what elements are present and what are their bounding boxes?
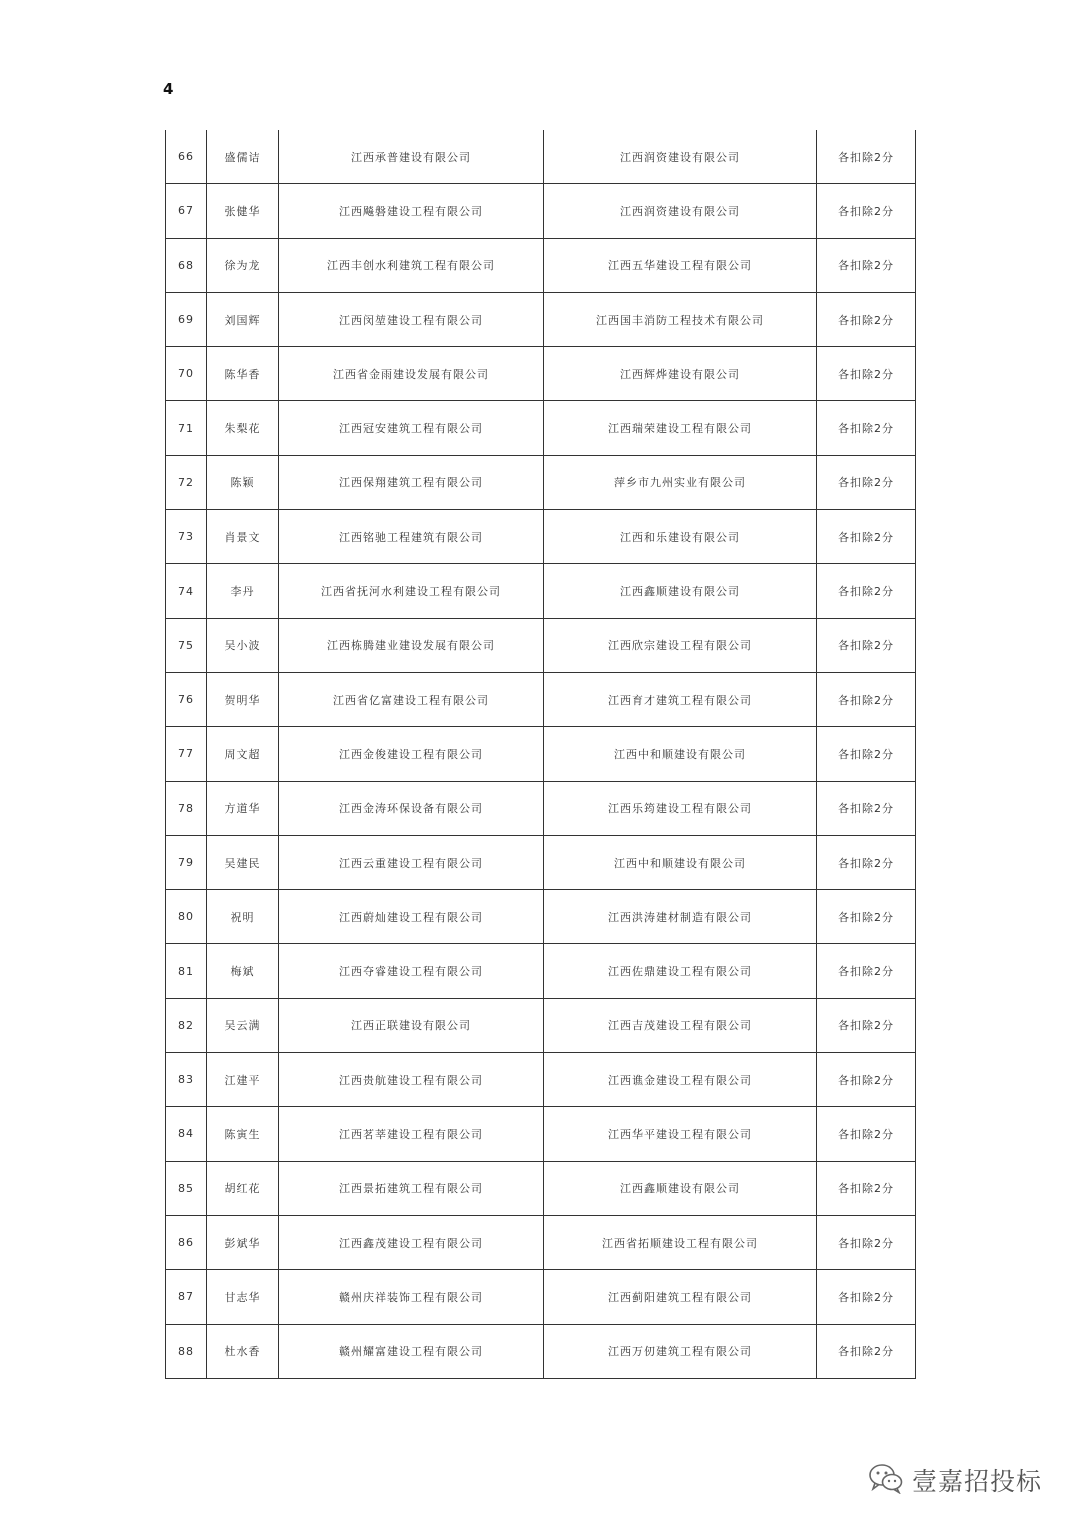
cell-penalty: 各扣除2分 <box>817 998 916 1052</box>
cell-name: 朱梨花 <box>207 401 279 455</box>
cell-penalty: 各扣除2分 <box>817 564 916 618</box>
table-row <box>166 1107 916 1161</box>
cell-company-a: 江西鑫茂建设工程有限公司 <box>279 1215 544 1269</box>
cell-no: 70 <box>166 347 207 401</box>
cell-company-a: 江西承普建设有限公司 <box>279 130 544 184</box>
cell-name: 江建平 <box>207 1053 279 1107</box>
table-row <box>166 1053 916 1107</box>
cell-name: 周文超 <box>207 727 279 781</box>
table-row <box>166 347 916 401</box>
cell-name: 祝明 <box>207 890 279 944</box>
cell-penalty: 各扣除2分 <box>817 1324 916 1378</box>
cell-no: 75 <box>166 618 207 672</box>
cell-company-b: 江西万仞建筑工程有限公司 <box>544 1324 817 1378</box>
cell-penalty: 各扣除2分 <box>817 890 916 944</box>
cell-company-b: 江西瑞荣建设工程有限公司 <box>544 401 817 455</box>
wechat-icon <box>868 1462 904 1498</box>
cell-penalty: 各扣除2分 <box>817 184 916 238</box>
cell-no: 86 <box>166 1215 207 1269</box>
cell-no: 82 <box>166 998 207 1052</box>
cell-company-b: 江西育才建筑工程有限公司 <box>544 672 817 726</box>
table-row <box>166 1215 916 1269</box>
cell-no: 78 <box>166 781 207 835</box>
cell-company-b: 江西谯金建设工程有限公司 <box>544 1053 817 1107</box>
table-row <box>166 1324 916 1378</box>
cell-penalty: 各扣除2分 <box>817 672 916 726</box>
cell-no: 74 <box>166 564 207 618</box>
cell-penalty: 各扣除2分 <box>817 944 916 998</box>
cell-name: 彭斌华 <box>207 1215 279 1269</box>
cell-penalty: 各扣除2分 <box>817 1215 916 1269</box>
cell-penalty: 各扣除2分 <box>817 238 916 292</box>
cell-company-a: 江西飚磐建设工程有限公司 <box>279 184 544 238</box>
cell-no: 85 <box>166 1161 207 1215</box>
cell-penalty: 各扣除2分 <box>817 618 916 672</box>
cell-penalty: 各扣除2分 <box>817 1053 916 1107</box>
cell-company-b: 江西中和顺建设有限公司 <box>544 727 817 781</box>
cell-penalty: 各扣除2分 <box>817 1161 916 1215</box>
table-row <box>166 510 916 564</box>
cell-company-a: 江西保翔建筑工程有限公司 <box>279 455 544 509</box>
cell-no: 81 <box>166 944 207 998</box>
cell-penalty: 各扣除2分 <box>817 401 916 455</box>
cell-company-a: 江西景拓建筑工程有限公司 <box>279 1161 544 1215</box>
watermark-text: 壹嘉招投标 <box>912 1467 1043 1496</box>
cell-no: 67 <box>166 184 207 238</box>
cell-name: 甘志华 <box>207 1270 279 1324</box>
cell-no: 71 <box>166 401 207 455</box>
cell-company-a: 江西省亿富建设工程有限公司 <box>279 672 544 726</box>
cell-company-b: 江西欣宗建设工程有限公司 <box>544 618 817 672</box>
cell-company-b: 江西华平建设工程有限公司 <box>544 1107 817 1161</box>
cell-company-a: 江西贵航建设工程有限公司 <box>279 1053 544 1107</box>
cell-company-a: 江西冠安建筑工程有限公司 <box>279 401 544 455</box>
cell-name: 贺明华 <box>207 672 279 726</box>
table-row <box>166 727 916 781</box>
page-number: 4 <box>163 80 174 98</box>
cell-company-b: 江西中和顺建设有限公司 <box>544 835 817 889</box>
table-row <box>166 564 916 618</box>
cell-name: 李丹 <box>207 564 279 618</box>
cell-company-a: 江西金涛环保设备有限公司 <box>279 781 544 835</box>
table-row <box>166 455 916 509</box>
cell-company-a: 江西栋腾建业建设发展有限公司 <box>279 618 544 672</box>
cell-company-b: 江西蓟阳建筑工程有限公司 <box>544 1270 817 1324</box>
cell-no: 76 <box>166 672 207 726</box>
cell-no: 68 <box>166 238 207 292</box>
cell-no: 83 <box>166 1053 207 1107</box>
cell-company-b: 江西佐鼎建设工程有限公司 <box>544 944 817 998</box>
cell-name: 方道华 <box>207 781 279 835</box>
cell-penalty: 各扣除2分 <box>817 510 916 564</box>
table-row <box>166 781 916 835</box>
cell-name: 杜水香 <box>207 1324 279 1378</box>
cell-company-a: 赣州庆祥装饰工程有限公司 <box>279 1270 544 1324</box>
cell-penalty: 各扣除2分 <box>817 130 916 184</box>
cell-company-a: 江西闵堃建设工程有限公司 <box>279 292 544 346</box>
cell-company-b: 江西鑫顺建设有限公司 <box>544 564 817 618</box>
table-row <box>166 1270 916 1324</box>
cell-no: 77 <box>166 727 207 781</box>
cell-name: 陈寅生 <box>207 1107 279 1161</box>
penalty-table <box>165 130 916 1379</box>
table-row <box>166 1161 916 1215</box>
table-row <box>166 292 916 346</box>
cell-company-a: 江西云重建设工程有限公司 <box>279 835 544 889</box>
cell-name: 肖景文 <box>207 510 279 564</box>
cell-company-a: 江西夺睿建设工程有限公司 <box>279 944 544 998</box>
cell-penalty: 各扣除2分 <box>817 1270 916 1324</box>
cell-company-b: 江西和乐建设有限公司 <box>544 510 817 564</box>
cell-company-a: 江西蔚灿建设工程有限公司 <box>279 890 544 944</box>
cell-name: 梅斌 <box>207 944 279 998</box>
cell-no: 88 <box>166 1324 207 1378</box>
cell-name: 陈华香 <box>207 347 279 401</box>
cell-penalty: 各扣除2分 <box>817 1107 916 1161</box>
cell-company-b: 江西润资建设有限公司 <box>544 130 817 184</box>
cell-name: 吴云满 <box>207 998 279 1052</box>
cell-no: 66 <box>166 130 207 184</box>
table-body <box>166 130 916 1378</box>
table-row <box>166 998 916 1052</box>
cell-name: 盛儒诘 <box>207 130 279 184</box>
cell-no: 84 <box>166 1107 207 1161</box>
cell-name: 胡红花 <box>207 1161 279 1215</box>
cell-no: 79 <box>166 835 207 889</box>
cell-name: 吴建民 <box>207 835 279 889</box>
watermark <box>868 1462 1042 1498</box>
cell-company-a: 江西丰创水利建筑工程有限公司 <box>279 238 544 292</box>
cell-no: 73 <box>166 510 207 564</box>
cell-company-b: 江西润资建设有限公司 <box>544 184 817 238</box>
cell-company-a: 江西省金雨建设发展有限公司 <box>279 347 544 401</box>
cell-name: 陈颖 <box>207 455 279 509</box>
cell-name: 刘国辉 <box>207 292 279 346</box>
cell-penalty: 各扣除2分 <box>817 347 916 401</box>
table-row <box>166 890 916 944</box>
cell-penalty: 各扣除2分 <box>817 727 916 781</box>
cell-company-b: 江西辉烨建设有限公司 <box>544 347 817 401</box>
cell-no: 87 <box>166 1270 207 1324</box>
cell-penalty: 各扣除2分 <box>817 835 916 889</box>
cell-name: 吴小波 <box>207 618 279 672</box>
cell-no: 80 <box>166 890 207 944</box>
cell-penalty: 各扣除2分 <box>817 781 916 835</box>
cell-company-b: 江西省拓顺建设工程有限公司 <box>544 1215 817 1269</box>
cell-name: 徐为龙 <box>207 238 279 292</box>
cell-company-b: 江西吉茂建设工程有限公司 <box>544 998 817 1052</box>
table-row <box>166 401 916 455</box>
table-row <box>166 672 916 726</box>
cell-company-b: 江西国丰消防工程技术有限公司 <box>544 292 817 346</box>
cell-company-b: 江西乐筠建设工程有限公司 <box>544 781 817 835</box>
cell-no: 69 <box>166 292 207 346</box>
cell-penalty: 各扣除2分 <box>817 292 916 346</box>
table-row <box>166 130 916 184</box>
table-row <box>166 835 916 889</box>
cell-no: 72 <box>166 455 207 509</box>
table-row <box>166 944 916 998</box>
cell-company-b: 江西洪涛建材制造有限公司 <box>544 890 817 944</box>
cell-company-b: 萍乡市九州实业有限公司 <box>544 455 817 509</box>
table-row <box>166 238 916 292</box>
cell-name: 张健华 <box>207 184 279 238</box>
table-row <box>166 618 916 672</box>
cell-company-a: 江西茗莘建设工程有限公司 <box>279 1107 544 1161</box>
table-row <box>166 184 916 238</box>
cell-company-a: 赣州耀富建设工程有限公司 <box>279 1324 544 1378</box>
cell-company-a: 江西金俊建设工程有限公司 <box>279 727 544 781</box>
cell-company-a: 江西铭驰工程建筑有限公司 <box>279 510 544 564</box>
cell-company-a: 江西省抚河水利建设工程有限公司 <box>279 564 544 618</box>
cell-penalty: 各扣除2分 <box>817 455 916 509</box>
cell-company-b: 江西鑫顺建设有限公司 <box>544 1161 817 1215</box>
cell-company-b: 江西五华建设工程有限公司 <box>544 238 817 292</box>
cell-company-a: 江西正联建设有限公司 <box>279 998 544 1052</box>
